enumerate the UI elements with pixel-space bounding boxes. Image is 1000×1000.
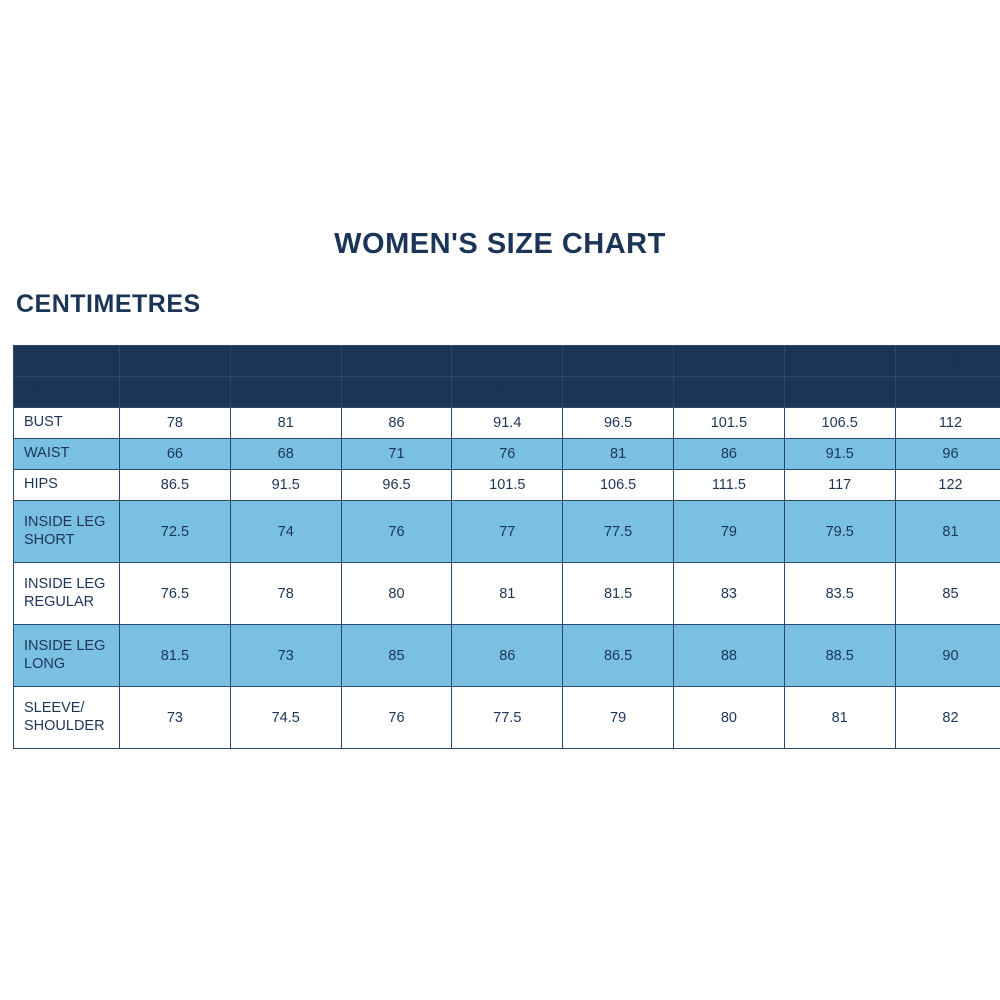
row-label-line: LONG [24, 655, 66, 672]
cell-inside-leg-regular-xxl: 83.5 [784, 563, 895, 625]
cell-waist-xxl: 91.5 [784, 439, 895, 470]
uk-size-cell-7: 18 [784, 377, 895, 408]
table-row [14, 470, 1000, 501]
header-label-uk-size: UK SIZE [14, 377, 120, 408]
size-table-container [13, 345, 987, 749]
cell-inside-leg-regular-xxs: 76.5 [120, 563, 231, 625]
table-row [14, 625, 1000, 687]
table-body [14, 408, 1000, 749]
cell-waist-xl: 86 [673, 439, 784, 470]
cell-hips-m: 101.5 [452, 470, 563, 501]
uk-size-cell-4: 12 [452, 377, 563, 408]
row-label-waist [14, 439, 120, 470]
header-cell-s: S [341, 346, 452, 377]
cell-inside-leg-long-l: 86.5 [563, 625, 674, 687]
uk-size-cell-5: 14 [563, 377, 674, 408]
cell-bust-xxl: 106.5 [784, 408, 895, 439]
cell-inside-leg-long-m: 86 [452, 625, 563, 687]
cell-hips-s: 96.5 [341, 470, 452, 501]
row-label-line: SHORT [24, 531, 75, 548]
cell-waist-3xl: 96 [895, 439, 1000, 470]
header-cell-xxl: XXL [784, 346, 895, 377]
header-label-size: SIZE [14, 346, 120, 377]
cell-inside-leg-regular-s: 80 [341, 563, 452, 625]
cell-sleeve-shoulder-m: 77.5 [452, 687, 563, 749]
table-row [14, 687, 1000, 749]
cell-hips-xxs: 86.5 [120, 470, 231, 501]
cell-waist-l: 81 [563, 439, 674, 470]
row-label-line: REGULAR [24, 593, 95, 610]
cell-sleeve-shoulder-s: 76 [341, 687, 452, 749]
row-label-line: HIPS [24, 476, 58, 493]
cell-sleeve-shoulder-3xl: 82 [895, 687, 1000, 749]
uk-size-cell-1: 6 [120, 377, 231, 408]
cell-bust-3xl: 112 [895, 408, 1000, 439]
cell-waist-xxs: 66 [120, 439, 231, 470]
row-label-bust [14, 408, 120, 439]
cell-inside-leg-short-xs: 74 [230, 501, 341, 563]
uk-size-cell-3: 10 [341, 377, 452, 408]
header-row-uk-size [14, 377, 1000, 408]
cell-sleeve-shoulder-l: 79 [563, 687, 674, 749]
cell-inside-leg-short-xl: 79 [673, 501, 784, 563]
header-cell-l: L [563, 346, 674, 377]
cell-waist-m: 76 [452, 439, 563, 470]
header-cell-xl: XL [673, 346, 784, 377]
header-cell-m: M [452, 346, 563, 377]
row-label-line: INSIDE LEG [24, 575, 106, 592]
cell-hips-l: 106.5 [563, 470, 674, 501]
row-label-inside-leg-long [14, 625, 120, 687]
header-row-size [14, 346, 1000, 377]
cell-bust-xxs: 78 [120, 408, 231, 439]
row-label-hips [14, 470, 120, 501]
cell-hips-xl: 111.5 [673, 470, 784, 501]
cell-inside-leg-short-m: 77 [452, 501, 563, 563]
row-label-line: INSIDE LEG [24, 513, 106, 530]
cell-bust-xl: 101.5 [673, 408, 784, 439]
cell-inside-leg-short-s: 76 [341, 501, 452, 563]
cell-bust-l: 96.5 [563, 408, 674, 439]
cell-sleeve-shoulder-xxl: 81 [784, 687, 895, 749]
cell-inside-leg-long-xxl: 88.5 [784, 625, 895, 687]
cell-sleeve-shoulder-xxs: 73 [120, 687, 231, 749]
cell-inside-leg-long-xxs: 81.5 [120, 625, 231, 687]
cell-inside-leg-long-3xl: 90 [895, 625, 1000, 687]
cell-hips-xxl: 117 [784, 470, 895, 501]
row-label-inside-leg-regular [14, 563, 120, 625]
header-cell-xxs: XXS [120, 346, 231, 377]
table-row [14, 563, 1000, 625]
table-header [14, 346, 1000, 408]
cell-bust-s: 86 [341, 408, 452, 439]
table-row [14, 439, 1000, 470]
cell-inside-leg-regular-3xl: 85 [895, 563, 1000, 625]
header-cell-xs: XS [230, 346, 341, 377]
cell-inside-leg-regular-m: 81 [452, 563, 563, 625]
unit-label: CENTIMETRES [16, 290, 201, 318]
row-label-inside-leg-short [14, 501, 120, 563]
uk-size-cell-6: 16 [673, 377, 784, 408]
cell-sleeve-shoulder-xs: 74.5 [230, 687, 341, 749]
row-label-line: WAIST [24, 445, 70, 462]
cell-hips-3xl: 122 [895, 470, 1000, 501]
cell-sleeve-shoulder-xl: 80 [673, 687, 784, 749]
cell-bust-xs: 81 [230, 408, 341, 439]
table-row [14, 501, 1000, 563]
uk-size-cell-2: 8 [230, 377, 341, 408]
cell-inside-leg-short-l: 77.5 [563, 501, 674, 563]
cell-waist-s: 71 [341, 439, 452, 470]
cell-inside-leg-short-3xl: 81 [895, 501, 1000, 563]
table-row [14, 408, 1000, 439]
cell-inside-leg-regular-xl: 83 [673, 563, 784, 625]
cell-inside-leg-short-xxl: 79.5 [784, 501, 895, 563]
row-label-line: INSIDE LEG [24, 637, 106, 654]
cell-inside-leg-long-xs: 73 [230, 625, 341, 687]
row-label-line: SHOULDER [24, 717, 105, 734]
cell-bust-m: 91.4 [452, 408, 563, 439]
uk-size-cell-8: 20 [895, 377, 1000, 408]
cell-inside-leg-long-xl: 88 [673, 625, 784, 687]
cell-waist-xs: 68 [230, 439, 341, 470]
row-label-line: SLEEVE/ [24, 699, 85, 716]
size-table [13, 345, 1000, 749]
row-label-line: BUST [24, 414, 63, 431]
cell-inside-leg-regular-xs: 78 [230, 563, 341, 625]
row-label-sleeve-shoulder [14, 687, 120, 749]
cell-inside-leg-short-xxs: 72.5 [120, 501, 231, 563]
cell-inside-leg-long-s: 85 [341, 625, 452, 687]
page-title: WOMEN'S SIZE CHART [334, 228, 666, 260]
header-cell-3xl: 3XL [895, 346, 1000, 377]
cell-hips-xs: 91.5 [230, 470, 341, 501]
cell-inside-leg-regular-l: 81.5 [563, 563, 674, 625]
